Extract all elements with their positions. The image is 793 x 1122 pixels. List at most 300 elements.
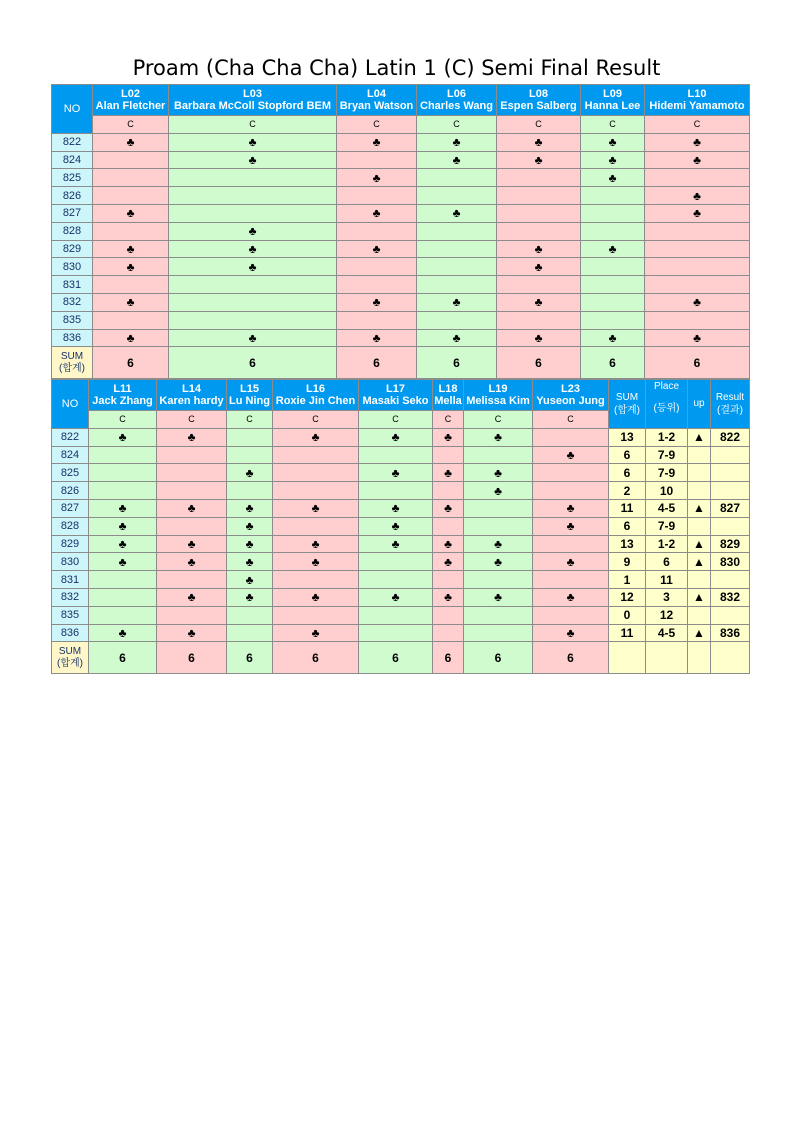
row-result: 827 <box>711 499 750 517</box>
table-row <box>52 606 750 624</box>
row-sum: 11 <box>609 624 646 642</box>
mark-cell <box>581 258 645 276</box>
mark-cell <box>89 571 157 589</box>
club-mark-icon: ♣ <box>89 535 157 553</box>
judge-sub-label: C <box>157 411 227 429</box>
club-mark-icon: ♣ <box>93 329 169 347</box>
sum-row-label <box>52 642 89 674</box>
mark-cell <box>273 446 359 464</box>
judge-sum: 6 <box>645 347 750 379</box>
mark-cell <box>169 187 337 205</box>
mark-cell <box>645 276 750 294</box>
judge-sum: 6 <box>464 642 533 674</box>
club-mark-icon: ♣ <box>433 499 464 517</box>
sum-row <box>52 642 750 674</box>
mark-cell <box>497 169 581 187</box>
up-triangle-icon: ▲ <box>688 588 711 606</box>
judge-code: L18 <box>438 383 458 395</box>
mark-cell <box>645 222 750 240</box>
row-place: 7-9 <box>646 517 688 535</box>
table-row <box>52 311 750 329</box>
club-mark-icon: ♣ <box>581 240 645 258</box>
couple-number: 835 <box>52 606 89 624</box>
judge-sub-label: C <box>497 116 581 134</box>
club-mark-icon: ♣ <box>497 133 581 151</box>
mark-cell <box>497 187 581 205</box>
judge-sub-row <box>52 116 750 134</box>
judge-header <box>227 380 273 411</box>
judge-name: Barbara McColl Stopford BEM <box>173 100 332 112</box>
mark-cell <box>417 311 497 329</box>
mark-cell <box>337 258 417 276</box>
club-mark-icon: ♣ <box>581 169 645 187</box>
mark-cell <box>93 187 169 205</box>
summary-empty-cell <box>711 642 750 674</box>
judge-header <box>359 380 433 411</box>
table-row <box>52 204 750 222</box>
table-row <box>52 276 750 294</box>
judge-header <box>581 85 645 116</box>
judge-code: L11 <box>113 383 132 395</box>
club-mark-icon: ♣ <box>417 151 497 169</box>
judge-code: L08 <box>529 88 548 100</box>
judge-code: L03 <box>243 88 262 100</box>
row-result <box>711 464 750 482</box>
mark-cell <box>337 276 417 294</box>
judge-header <box>169 85 337 116</box>
club-mark-icon: ♣ <box>337 293 417 311</box>
club-mark-icon: ♣ <box>533 624 609 642</box>
club-mark-icon: ♣ <box>433 464 464 482</box>
up-triangle-icon: ▲ <box>688 499 711 517</box>
judge-name: Yuseon Jung <box>536 395 605 407</box>
club-mark-icon: ♣ <box>645 329 750 347</box>
club-mark-icon: ♣ <box>359 588 433 606</box>
row-result <box>711 571 750 589</box>
judge-header <box>497 85 581 116</box>
mark-cell <box>533 482 609 500</box>
club-mark-icon: ♣ <box>337 133 417 151</box>
mark-cell <box>93 276 169 294</box>
mark-cell <box>533 464 609 482</box>
mark-cell <box>533 535 609 553</box>
judge-sum: 6 <box>157 642 227 674</box>
mark-cell <box>533 571 609 589</box>
row-up <box>688 482 711 500</box>
mark-cell <box>273 464 359 482</box>
mark-cell <box>337 151 417 169</box>
club-mark-icon: ♣ <box>417 293 497 311</box>
row-result <box>711 606 750 624</box>
sum-label: SUM <box>58 645 82 657</box>
up-triangle-icon: ▲ <box>688 624 711 642</box>
judge-sub-label: C <box>169 116 337 134</box>
club-mark-icon: ♣ <box>497 240 581 258</box>
club-mark-icon: ♣ <box>273 624 359 642</box>
judge-sub-label: C <box>581 116 645 134</box>
row-sum: 13 <box>609 428 646 446</box>
mark-cell <box>93 151 169 169</box>
judge-sub-label: C <box>645 116 750 134</box>
club-mark-icon: ♣ <box>89 624 157 642</box>
up-triangle-icon: ▲ <box>688 428 711 446</box>
no-header: NO <box>52 85 93 134</box>
judge-sum: 6 <box>89 642 157 674</box>
judge-name: Jack Zhang <box>92 395 153 407</box>
club-mark-icon: ♣ <box>273 428 359 446</box>
couple-number: 825 <box>52 464 89 482</box>
row-sum: 1 <box>609 571 646 589</box>
club-mark-icon: ♣ <box>93 293 169 311</box>
row-up <box>688 606 711 624</box>
judge-code: L15 <box>240 383 259 395</box>
judge-name: Lu Ning <box>229 395 270 407</box>
row-sum: 12 <box>609 588 646 606</box>
judge-sub-label: C <box>433 411 464 429</box>
table-row <box>52 482 750 500</box>
row-sum: 2 <box>609 482 646 500</box>
table-row <box>52 588 750 606</box>
club-mark-icon: ♣ <box>581 151 645 169</box>
mark-cell <box>89 606 157 624</box>
row-place: 4-5 <box>646 499 688 517</box>
club-mark-icon: ♣ <box>645 151 750 169</box>
mark-cell <box>497 222 581 240</box>
judge-code: L23 <box>561 383 580 395</box>
mark-cell <box>359 553 433 571</box>
result-header <box>711 380 750 429</box>
row-result: 822 <box>711 428 750 446</box>
judge-sum: 6 <box>417 347 497 379</box>
table-row <box>52 553 750 571</box>
row-sum: 9 <box>609 553 646 571</box>
judge-header-row <box>52 380 750 411</box>
table-row <box>52 133 750 151</box>
club-mark-icon: ♣ <box>273 535 359 553</box>
sum-label-kr: (합계) <box>614 404 640 416</box>
club-mark-icon: ♣ <box>464 588 533 606</box>
summary-empty-cell <box>646 642 688 674</box>
mark-cell <box>227 482 273 500</box>
couple-number: 822 <box>52 428 89 446</box>
judge-code: L17 <box>386 383 405 395</box>
club-mark-icon: ♣ <box>433 553 464 571</box>
summary-empty-cell <box>688 642 711 674</box>
mark-cell <box>464 499 533 517</box>
table-row <box>52 446 750 464</box>
club-mark-icon: ♣ <box>227 499 273 517</box>
judge-sum: 6 <box>169 347 337 379</box>
row-up <box>688 571 711 589</box>
results-table-2 <box>51 379 750 674</box>
judge-sub-label: C <box>89 411 157 429</box>
mark-cell <box>433 571 464 589</box>
up-header: up <box>688 380 711 429</box>
judge-header <box>533 380 609 411</box>
club-mark-icon: ♣ <box>581 329 645 347</box>
judge-sub-label: C <box>227 411 273 429</box>
judge-sub-label: C <box>533 411 609 429</box>
club-mark-icon: ♣ <box>645 204 750 222</box>
couple-number: 826 <box>52 482 89 500</box>
judge-name: Hidemi Yamamoto <box>649 100 745 112</box>
row-place: 1-2 <box>646 535 688 553</box>
mark-cell <box>227 446 273 464</box>
club-mark-icon: ♣ <box>645 187 750 205</box>
couple-number: 825 <box>52 169 93 187</box>
couple-number: 827 <box>52 499 89 517</box>
judge-sub-label: C <box>359 411 433 429</box>
table-row <box>52 169 750 187</box>
row-sum: 11 <box>609 499 646 517</box>
results-table-1 <box>51 84 750 379</box>
mark-cell <box>433 606 464 624</box>
row-place: 11 <box>646 571 688 589</box>
row-result: 832 <box>711 588 750 606</box>
mark-cell <box>93 311 169 329</box>
judge-name: Bryan Watson <box>339 100 414 112</box>
table-row <box>52 293 750 311</box>
judge-name: Melissa Kim <box>466 395 530 407</box>
mark-cell <box>497 276 581 294</box>
mark-cell <box>337 187 417 205</box>
club-mark-icon: ♣ <box>497 258 581 276</box>
table-row <box>52 464 750 482</box>
club-mark-icon: ♣ <box>359 428 433 446</box>
mark-cell <box>464 624 533 642</box>
mark-cell <box>417 222 497 240</box>
judge-sum: 6 <box>533 642 609 674</box>
couple-number: 830 <box>52 553 89 571</box>
club-mark-icon: ♣ <box>93 258 169 276</box>
club-mark-icon: ♣ <box>157 624 227 642</box>
judge-header <box>157 380 227 411</box>
judge-name: Masaki Seko <box>362 395 429 407</box>
judge-sub-label: C <box>337 116 417 134</box>
club-mark-icon: ♣ <box>533 588 609 606</box>
mark-cell <box>645 258 750 276</box>
club-mark-icon: ♣ <box>497 329 581 347</box>
table-row <box>52 624 750 642</box>
couple-number: 829 <box>52 535 89 553</box>
club-mark-icon: ♣ <box>581 133 645 151</box>
club-mark-icon: ♣ <box>93 133 169 151</box>
sum-row-label <box>52 347 93 379</box>
judge-sub-label: C <box>417 116 497 134</box>
club-mark-icon: ♣ <box>169 133 337 151</box>
mark-cell <box>645 169 750 187</box>
club-mark-icon: ♣ <box>464 535 533 553</box>
club-mark-icon: ♣ <box>169 329 337 347</box>
club-mark-icon: ♣ <box>337 240 417 258</box>
mark-cell <box>464 606 533 624</box>
table-row <box>52 571 750 589</box>
judge-code: L10 <box>687 88 707 100</box>
row-result: 830 <box>711 553 750 571</box>
judge-header <box>645 85 750 116</box>
judge-code: L04 <box>367 88 386 100</box>
mark-cell <box>464 571 533 589</box>
table-row <box>52 222 750 240</box>
judge-name: Espen Salberg <box>500 100 577 112</box>
mark-cell <box>93 169 169 187</box>
mark-cell <box>417 258 497 276</box>
mark-cell <box>157 571 227 589</box>
row-place: 12 <box>646 606 688 624</box>
table-row <box>52 258 750 276</box>
mark-cell <box>359 624 433 642</box>
place-label-kr: (등위) <box>653 403 680 414</box>
table-row <box>52 428 750 446</box>
row-sum: 0 <box>609 606 646 624</box>
mark-cell <box>645 311 750 329</box>
club-mark-icon: ♣ <box>464 428 533 446</box>
club-mark-icon: ♣ <box>464 553 533 571</box>
club-mark-icon: ♣ <box>93 240 169 258</box>
mark-cell <box>581 293 645 311</box>
judge-sum: 6 <box>497 347 581 379</box>
club-mark-icon: ♣ <box>533 553 609 571</box>
judge-code: L02 <box>121 88 140 100</box>
mark-cell <box>433 517 464 535</box>
table-row <box>52 499 750 517</box>
club-mark-icon: ♣ <box>89 499 157 517</box>
sum-label: SUM <box>60 350 84 362</box>
mark-cell <box>581 187 645 205</box>
club-mark-icon: ♣ <box>417 133 497 151</box>
row-up <box>688 464 711 482</box>
club-mark-icon: ♣ <box>433 428 464 446</box>
row-place: 1-2 <box>646 428 688 446</box>
club-mark-icon: ♣ <box>359 464 433 482</box>
judge-name: Hanna Lee <box>584 100 641 112</box>
club-mark-icon: ♣ <box>359 517 433 535</box>
club-mark-icon: ♣ <box>433 588 464 606</box>
mark-cell <box>227 624 273 642</box>
club-mark-icon: ♣ <box>157 428 227 446</box>
couple-number: 828 <box>52 222 93 240</box>
row-place: 3 <box>646 588 688 606</box>
couple-number: 832 <box>52 293 93 311</box>
sum-label-kr: (합계) <box>57 657 83 669</box>
mark-cell <box>227 606 273 624</box>
judge-code: L09 <box>603 88 622 100</box>
club-mark-icon: ♣ <box>273 588 359 606</box>
club-mark-icon: ♣ <box>497 293 581 311</box>
judge-name: Mella <box>434 395 462 407</box>
couple-number: 827 <box>52 204 93 222</box>
no-header: NO <box>52 380 89 429</box>
row-sum: 6 <box>609 464 646 482</box>
place-header <box>646 380 688 429</box>
row-result <box>711 517 750 535</box>
couple-number: 828 <box>52 517 89 535</box>
mark-cell <box>433 624 464 642</box>
row-sum: 6 <box>609 517 646 535</box>
couple-number: 830 <box>52 258 93 276</box>
mark-cell <box>433 482 464 500</box>
mark-cell <box>417 187 497 205</box>
club-mark-icon: ♣ <box>533 517 609 535</box>
mark-cell <box>169 293 337 311</box>
club-mark-icon: ♣ <box>359 499 433 517</box>
row-place: 7-9 <box>646 464 688 482</box>
judge-header <box>417 85 497 116</box>
judge-header <box>433 380 464 411</box>
couple-number: 831 <box>52 571 89 589</box>
mark-cell <box>273 517 359 535</box>
club-mark-icon: ♣ <box>169 258 337 276</box>
judge-name: Roxie Jin Chen <box>275 395 356 407</box>
mark-cell <box>89 588 157 606</box>
club-mark-icon: ♣ <box>227 571 273 589</box>
sum-row <box>52 347 750 379</box>
couple-number: 829 <box>52 240 93 258</box>
club-mark-icon: ♣ <box>169 240 337 258</box>
club-mark-icon: ♣ <box>227 535 273 553</box>
judge-name: Alan Fletcher <box>95 100 166 112</box>
couple-number: 831 <box>52 276 93 294</box>
mark-cell <box>169 169 337 187</box>
club-mark-icon: ♣ <box>464 482 533 500</box>
club-mark-icon: ♣ <box>337 169 417 187</box>
mark-cell <box>464 517 533 535</box>
mark-cell <box>417 276 497 294</box>
mark-cell <box>89 464 157 482</box>
judge-header <box>273 380 359 411</box>
couple-number: 822 <box>52 133 93 151</box>
page-title: Proam (Cha Cha Cha) Latin 1 (C) Semi Final Result <box>132 56 661 80</box>
couple-number: 824 <box>52 151 93 169</box>
club-mark-icon: ♣ <box>464 464 533 482</box>
club-mark-icon: ♣ <box>273 553 359 571</box>
club-mark-icon: ♣ <box>89 553 157 571</box>
judge-sum: 6 <box>359 642 433 674</box>
mark-cell <box>273 482 359 500</box>
judge-code: L14 <box>182 383 201 395</box>
up-triangle-icon: ▲ <box>688 553 711 571</box>
judge-name: Karen hardy <box>159 395 224 407</box>
club-mark-icon: ♣ <box>533 499 609 517</box>
club-mark-icon: ♣ <box>227 464 273 482</box>
club-mark-icon: ♣ <box>157 588 227 606</box>
judge-sum: 6 <box>93 347 169 379</box>
row-result <box>711 446 750 464</box>
judge-sum: 6 <box>227 642 273 674</box>
judge-sum: 6 <box>433 642 464 674</box>
judge-header <box>464 380 533 411</box>
club-mark-icon: ♣ <box>227 588 273 606</box>
club-mark-icon: ♣ <box>157 553 227 571</box>
judge-sub-label: C <box>273 411 359 429</box>
couple-number: 836 <box>52 624 89 642</box>
summary-empty-cell <box>609 642 646 674</box>
mark-cell <box>157 482 227 500</box>
mark-cell <box>359 571 433 589</box>
result-label-kr: (결과) <box>717 404 743 416</box>
mark-cell <box>157 464 227 482</box>
judge-header-row <box>52 85 750 116</box>
mark-cell <box>359 606 433 624</box>
mark-cell <box>337 311 417 329</box>
couple-number: 832 <box>52 588 89 606</box>
place-label: Place <box>653 381 679 392</box>
mark-cell <box>417 169 497 187</box>
mark-cell <box>273 606 359 624</box>
result-label: Result <box>715 391 745 403</box>
couple-number: 824 <box>52 446 89 464</box>
row-place: 7-9 <box>646 446 688 464</box>
